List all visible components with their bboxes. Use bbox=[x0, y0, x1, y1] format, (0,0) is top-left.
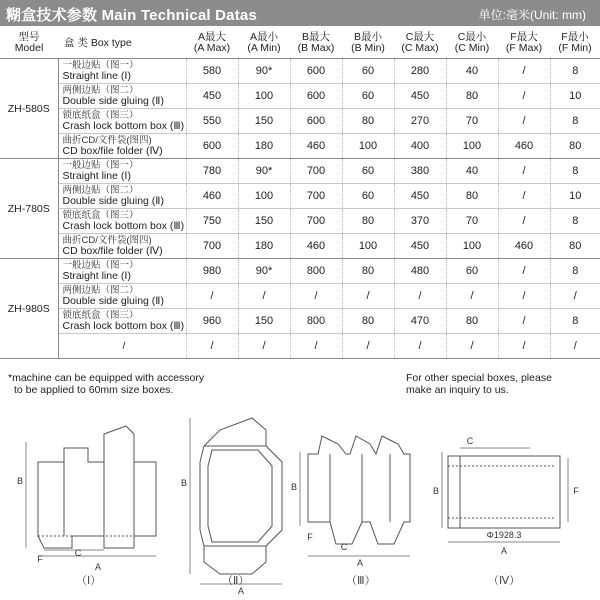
value-cell: 80 bbox=[446, 84, 498, 109]
value-cell: 460 bbox=[290, 134, 342, 159]
box-type-cn: 锁底纸盒（图三） bbox=[62, 210, 139, 221]
label-c-1: C bbox=[74, 548, 82, 558]
value-cell: / bbox=[394, 334, 446, 359]
value-cell: 40 bbox=[446, 159, 498, 184]
box-type-en: Crash lock bottom box (Ⅲ) bbox=[62, 220, 185, 232]
box-type-en: Double side gluing (Ⅱ) bbox=[62, 195, 164, 207]
box-type-en: / bbox=[122, 339, 126, 352]
value-cell: 100 bbox=[342, 234, 394, 259]
box-type-en: Double side gluing (Ⅱ) bbox=[62, 295, 164, 307]
table-row bbox=[0, 309, 600, 334]
value-cell: / bbox=[446, 284, 498, 309]
caption-2: （Ⅱ） bbox=[222, 575, 250, 587]
value-cell: / bbox=[238, 284, 290, 309]
box-type-cn: 一般边贴（图一） bbox=[62, 260, 139, 271]
table-row bbox=[0, 184, 600, 209]
value-cell: 700 bbox=[290, 184, 342, 209]
value-cell: 600 bbox=[290, 109, 342, 134]
value-cell: / bbox=[498, 209, 550, 234]
value-cell: / bbox=[446, 334, 498, 359]
value-cell: 180 bbox=[238, 234, 290, 259]
dimension-note: Φ1928.3 bbox=[486, 530, 522, 540]
unit-label: 单位:毫米(Unit: mm) bbox=[478, 8, 586, 22]
value-cell: 60 bbox=[342, 59, 394, 84]
caption-3: （Ⅲ） bbox=[346, 575, 376, 587]
inquiry-note-line1: For other special boxes, please bbox=[406, 372, 552, 384]
value-cell: 380 bbox=[394, 159, 446, 184]
box-type-en: Straight line (Ⅰ) bbox=[62, 270, 131, 282]
column-header-cn: 型号 bbox=[18, 31, 40, 43]
box-type-cell bbox=[58, 209, 186, 234]
table-body bbox=[0, 59, 600, 359]
value-cell: 700 bbox=[290, 209, 342, 234]
value-cell: 600 bbox=[290, 84, 342, 109]
table-row bbox=[0, 334, 600, 359]
box-type-cell bbox=[58, 259, 186, 284]
column-header-en: (A Max) bbox=[193, 42, 231, 54]
value-cell: 450 bbox=[394, 184, 446, 209]
caption-1: （Ⅰ） bbox=[76, 575, 102, 587]
value-cell: 80 bbox=[342, 109, 394, 134]
value-cell: 8 bbox=[550, 59, 600, 84]
table-row bbox=[0, 84, 600, 109]
box-type-cn: 曲折CD/文件袋(图四) bbox=[62, 135, 152, 146]
value-cell: / bbox=[290, 334, 342, 359]
column-header bbox=[394, 28, 446, 59]
value-cell: / bbox=[394, 284, 446, 309]
box-type-en: Crash lock bottom box (Ⅲ) bbox=[62, 120, 185, 132]
value-cell: 8 bbox=[550, 159, 600, 184]
table-row bbox=[0, 259, 600, 284]
value-cell: 460 bbox=[498, 134, 550, 159]
column-header-en: (F Min) bbox=[558, 42, 592, 54]
box-type-cn: 锁底纸盒（图三） bbox=[62, 310, 139, 321]
column-header-en: (B Min) bbox=[351, 42, 385, 54]
value-cell: 180 bbox=[238, 134, 290, 159]
accessory-note bbox=[8, 372, 248, 396]
box-type-cn: 一般边贴（图一） bbox=[62, 160, 139, 171]
box-type-cn: 两侧边贴（图二） bbox=[62, 185, 139, 196]
value-cell: 80 bbox=[550, 134, 600, 159]
value-cell: 450 bbox=[186, 84, 238, 109]
diagram-cd-box bbox=[442, 448, 568, 542]
value-cell: 60 bbox=[446, 259, 498, 284]
label-a-2: A bbox=[237, 586, 245, 596]
box-type-cell bbox=[58, 309, 186, 334]
value-cell: 780 bbox=[186, 159, 238, 184]
inquiry-note-line2: make an inquiry to us. bbox=[406, 384, 509, 396]
header-row bbox=[0, 28, 600, 59]
value-cell: 470 bbox=[394, 309, 446, 334]
table-head bbox=[0, 28, 600, 59]
value-cell: 460 bbox=[498, 234, 550, 259]
value-cell: 700 bbox=[186, 234, 238, 259]
column-header bbox=[290, 28, 342, 59]
label-a-3: A bbox=[356, 558, 364, 568]
value-cell: 370 bbox=[394, 209, 446, 234]
column-header-en: (A Min) bbox=[247, 42, 281, 54]
value-cell: / bbox=[498, 284, 550, 309]
value-cell: 8 bbox=[550, 109, 600, 134]
box-type-cell bbox=[58, 334, 186, 359]
value-cell: / bbox=[550, 334, 600, 359]
table-row bbox=[0, 234, 600, 259]
value-cell: 8 bbox=[550, 209, 600, 234]
box-type-cell bbox=[58, 59, 186, 84]
value-cell: 80 bbox=[342, 309, 394, 334]
box-type-cell bbox=[58, 184, 186, 209]
label-b-2: B bbox=[180, 478, 188, 488]
label-c-4: C bbox=[466, 436, 474, 446]
column-header bbox=[342, 28, 394, 59]
value-cell: 90* bbox=[238, 259, 290, 284]
caption-4: （Ⅳ） bbox=[488, 575, 521, 587]
column-header-en: (C Min) bbox=[454, 42, 490, 54]
value-cell: 800 bbox=[290, 309, 342, 334]
box-type-cell bbox=[58, 234, 186, 259]
value-cell: 150 bbox=[238, 209, 290, 234]
value-cell: / bbox=[498, 109, 550, 134]
inquiry-note bbox=[406, 372, 596, 396]
value-cell: / bbox=[498, 59, 550, 84]
box-type-en: Crash lock bottom box (Ⅲ) bbox=[62, 320, 185, 332]
value-cell: / bbox=[498, 309, 550, 334]
value-cell: 60 bbox=[342, 84, 394, 109]
column-header bbox=[0, 28, 58, 59]
value-cell: 8 bbox=[550, 259, 600, 284]
value-cell: / bbox=[498, 259, 550, 284]
value-cell: 10 bbox=[550, 184, 600, 209]
table-row bbox=[0, 284, 600, 309]
value-cell: / bbox=[342, 334, 394, 359]
column-header-cn: B最大 bbox=[301, 31, 330, 43]
box-type-cell bbox=[58, 284, 186, 309]
table-row bbox=[0, 59, 600, 84]
value-cell: 460 bbox=[186, 184, 238, 209]
value-cell: 960 bbox=[186, 309, 238, 334]
accessory-note-line1: *machine can be equipped with accessory bbox=[8, 372, 205, 384]
value-cell: / bbox=[498, 84, 550, 109]
box-type-en: CD box/file folder (Ⅳ) bbox=[62, 245, 163, 257]
box-type-cn: 两侧边贴（图二） bbox=[62, 85, 139, 96]
column-header-en: (F Max) bbox=[505, 42, 543, 54]
column-header bbox=[446, 28, 498, 59]
value-cell: 40 bbox=[446, 59, 498, 84]
value-cell: 600 bbox=[290, 59, 342, 84]
header-banner bbox=[0, 0, 600, 26]
column-header bbox=[498, 28, 550, 59]
value-cell: 600 bbox=[186, 134, 238, 159]
value-cell: 80 bbox=[446, 184, 498, 209]
label-f-3: F bbox=[307, 532, 313, 542]
column-header-cn: 盒 类 bbox=[64, 36, 88, 49]
box-type-en: Double side gluing (Ⅱ) bbox=[62, 95, 164, 107]
label-b-4: B bbox=[432, 486, 440, 496]
label-f-1: F bbox=[37, 554, 43, 564]
value-cell: 60 bbox=[342, 184, 394, 209]
value-cell: 280 bbox=[394, 59, 446, 84]
value-cell: 80 bbox=[342, 259, 394, 284]
box-type-cn: 曲折CD/文件袋(图四) bbox=[62, 235, 152, 246]
box-type-en: CD box/file folder (Ⅳ) bbox=[62, 145, 163, 157]
value-cell: 580 bbox=[186, 59, 238, 84]
value-cell: 10 bbox=[550, 84, 600, 109]
diagram-straight-line bbox=[26, 426, 156, 556]
value-cell: / bbox=[498, 184, 550, 209]
value-cell: / bbox=[186, 334, 238, 359]
value-cell: 450 bbox=[394, 84, 446, 109]
value-cell: 150 bbox=[238, 109, 290, 134]
table-row bbox=[0, 134, 600, 159]
column-header-en: (C Max) bbox=[401, 42, 439, 54]
value-cell: 60 bbox=[342, 159, 394, 184]
column-header-cn: B最小 bbox=[353, 31, 382, 43]
label-b-1: B bbox=[16, 476, 24, 486]
table-row bbox=[0, 209, 600, 234]
value-cell: 90* bbox=[238, 59, 290, 84]
column-header-cn: F最大 bbox=[510, 31, 538, 43]
column-header-cn: C最大 bbox=[405, 31, 435, 43]
value-cell: 100 bbox=[446, 234, 498, 259]
value-cell: 80 bbox=[342, 209, 394, 234]
value-cell: / bbox=[238, 334, 290, 359]
value-cell: 80 bbox=[550, 234, 600, 259]
model-cell: ZH-580S bbox=[0, 59, 58, 159]
value-cell: / bbox=[186, 284, 238, 309]
value-cell: 150 bbox=[238, 309, 290, 334]
value-cell: 100 bbox=[446, 134, 498, 159]
value-cell: 480 bbox=[394, 259, 446, 284]
value-cell: 450 bbox=[394, 234, 446, 259]
diagram-double-side bbox=[190, 418, 282, 584]
label-a-4: A bbox=[500, 546, 508, 556]
column-header-cn: A最小 bbox=[249, 31, 278, 43]
value-cell: / bbox=[290, 284, 342, 309]
box-type-en: Straight line (Ⅰ) bbox=[62, 70, 131, 82]
value-cell: 460 bbox=[290, 234, 342, 259]
label-c-3: C bbox=[340, 542, 348, 552]
label-f-4: F bbox=[573, 486, 579, 496]
table-row bbox=[0, 109, 600, 134]
value-cell: 980 bbox=[186, 259, 238, 284]
value-cell: 8 bbox=[550, 309, 600, 334]
value-cell: 800 bbox=[290, 259, 342, 284]
column-header-cn: F最小 bbox=[561, 31, 589, 43]
value-cell: 100 bbox=[238, 84, 290, 109]
value-cell: / bbox=[342, 284, 394, 309]
table-row bbox=[0, 159, 600, 184]
value-cell: 750 bbox=[186, 209, 238, 234]
value-cell: 550 bbox=[186, 109, 238, 134]
column-header bbox=[238, 28, 290, 59]
diagram-crash-lock bbox=[300, 436, 410, 556]
value-cell: / bbox=[550, 284, 600, 309]
column-header-cn: A最大 bbox=[197, 31, 226, 43]
value-cell: / bbox=[498, 159, 550, 184]
column-header-en: Model bbox=[14, 42, 44, 54]
column-header-cn: C最小 bbox=[457, 31, 487, 43]
column-header-en: Box type bbox=[90, 36, 132, 49]
model-cell: ZH-980S bbox=[0, 259, 58, 359]
box-type-cell bbox=[58, 159, 186, 184]
box-type-en: Straight line (Ⅰ) bbox=[62, 170, 131, 182]
box-type-cn: 一般边贴（图一） bbox=[62, 60, 139, 71]
box-type-cell bbox=[58, 84, 186, 109]
column-header-en: (B Max) bbox=[297, 42, 335, 54]
value-cell: / bbox=[498, 334, 550, 359]
specs-table bbox=[0, 28, 600, 359]
column-header bbox=[550, 28, 600, 59]
value-cell: 70 bbox=[446, 109, 498, 134]
value-cell: 700 bbox=[290, 159, 342, 184]
column-header bbox=[58, 28, 186, 59]
value-cell: 400 bbox=[394, 134, 446, 159]
value-cell: 100 bbox=[342, 134, 394, 159]
page-title: 糊盒技术参数 Main Technical Datas bbox=[6, 7, 258, 24]
model-cell: ZH-780S bbox=[0, 159, 58, 259]
box-type-cell bbox=[58, 134, 186, 159]
box-type-cn: 两侧边贴（图二） bbox=[62, 285, 139, 296]
value-cell: 80 bbox=[446, 309, 498, 334]
column-header bbox=[186, 28, 238, 59]
value-cell: 100 bbox=[238, 184, 290, 209]
label-b-3: B bbox=[290, 482, 298, 492]
value-cell: 70 bbox=[446, 209, 498, 234]
value-cell: 90* bbox=[238, 159, 290, 184]
box-type-cn: 锁底纸盒（图三） bbox=[62, 110, 139, 121]
value-cell: 270 bbox=[394, 109, 446, 134]
box-type-cell bbox=[58, 109, 186, 134]
accessory-note-line2: to be applied to 60mm size boxes. bbox=[14, 384, 174, 396]
label-a-1: A bbox=[94, 562, 102, 572]
